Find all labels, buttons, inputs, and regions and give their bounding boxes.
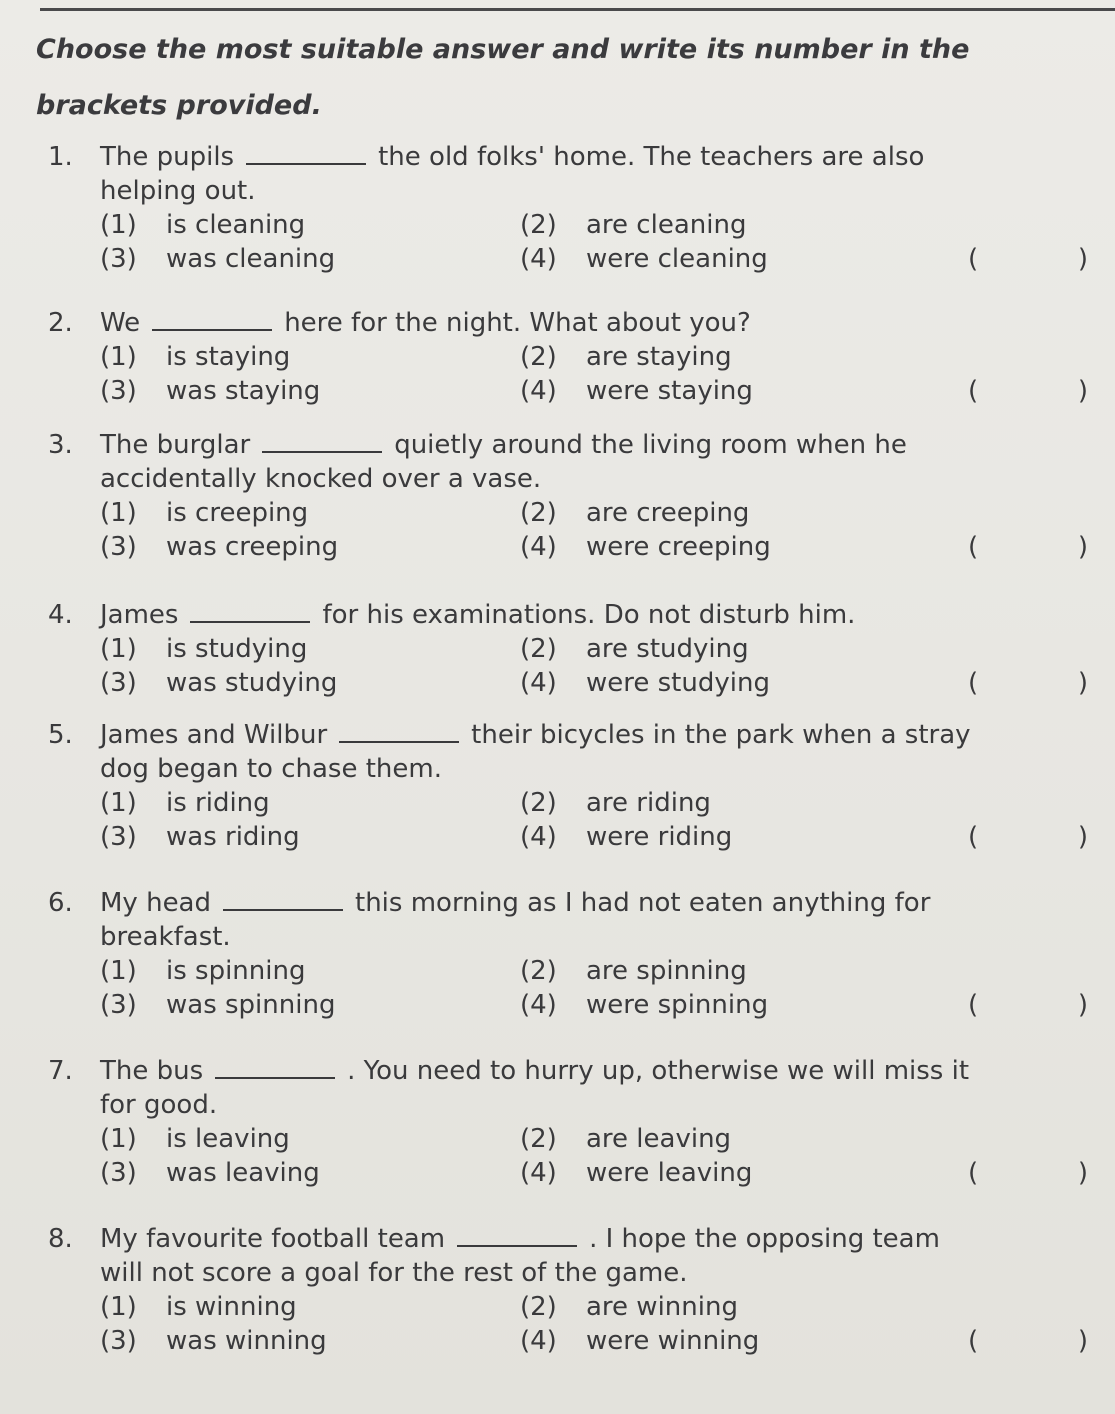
options-row — [48, 666, 1108, 700]
option-4 — [520, 374, 753, 408]
option-number: (1) — [100, 498, 137, 528]
question-7 — [48, 1054, 1108, 1190]
stem-after: their bicycles in the park when a stray — [471, 720, 971, 750]
option-2 — [520, 496, 749, 530]
option-number: (3) — [100, 1326, 137, 1356]
bracket-open: ( — [968, 376, 979, 406]
stem-after: the old folks' home. The teachers are also — [378, 142, 925, 172]
answer-bracket[interactable] — [968, 530, 1088, 564]
answer-bracket[interactable] — [968, 988, 1088, 1022]
stem-continuation: will not score a goal for the rest of the game. — [100, 1258, 688, 1288]
options-row — [48, 496, 1108, 530]
question-stem — [48, 306, 1108, 340]
stem-after: this morning as I had not eaten anything for — [355, 888, 931, 918]
option-text: is riding — [166, 788, 270, 818]
question-stem — [48, 886, 1108, 920]
option-1 — [100, 208, 305, 242]
option-number: (3) — [100, 244, 137, 274]
question-stem — [48, 140, 1108, 174]
option-text: is studying — [166, 634, 308, 664]
option-3 — [100, 1324, 327, 1358]
option-text: was studying — [166, 668, 338, 698]
option-number: (3) — [100, 376, 137, 406]
option-text: were leaving — [586, 1158, 753, 1188]
bracket-close: ) — [1077, 1326, 1088, 1356]
answer-blank — [457, 1225, 577, 1247]
option-1 — [100, 1290, 297, 1324]
question-number: 2. — [48, 308, 73, 338]
stem-before: My head — [100, 888, 211, 918]
answer-blank — [215, 1057, 335, 1079]
option-number: (3) — [100, 668, 137, 698]
bracket-open: ( — [968, 244, 979, 274]
options-row — [48, 954, 1108, 988]
option-number: (4) — [520, 990, 557, 1020]
option-text: was riding — [166, 822, 300, 852]
option-3 — [100, 988, 335, 1022]
option-text: was cleaning — [166, 244, 336, 274]
option-text: were staying — [586, 376, 753, 406]
option-number: (1) — [100, 1124, 137, 1154]
answer-blank — [339, 721, 459, 743]
option-number: (3) — [100, 822, 137, 852]
option-2 — [520, 208, 746, 242]
option-4 — [520, 1156, 752, 1190]
option-number: (1) — [100, 788, 137, 818]
option-number: (2) — [520, 956, 557, 986]
option-text: is leaving — [166, 1124, 290, 1154]
question-number: 3. — [48, 430, 73, 460]
option-text: are cleaning — [586, 210, 747, 240]
option-1 — [100, 632, 307, 666]
options-row — [48, 530, 1108, 564]
stem-before: The burglar — [100, 430, 251, 460]
question-1 — [48, 140, 1108, 276]
option-text: was staying — [166, 376, 321, 406]
option-text: was leaving — [166, 1158, 320, 1188]
option-text: is creeping — [166, 498, 309, 528]
option-text: are riding — [586, 788, 711, 818]
options-row — [48, 208, 1108, 242]
option-2 — [520, 632, 749, 666]
option-text: are studying — [586, 634, 749, 664]
bracket-close: ) — [1077, 990, 1088, 1020]
stem-before: We — [100, 308, 141, 338]
option-number: (2) — [520, 1292, 557, 1322]
option-4 — [520, 988, 768, 1022]
question-2 — [48, 306, 1108, 408]
option-number: (4) — [520, 822, 557, 852]
option-2 — [520, 954, 747, 988]
option-3 — [100, 374, 320, 408]
bracket-open: ( — [968, 532, 979, 562]
option-number: (1) — [100, 1292, 137, 1322]
stem-after: for his examinations. Do not disturb him. — [322, 600, 856, 630]
option-text: were winning — [586, 1326, 760, 1356]
option-number: (4) — [520, 668, 557, 698]
stem-after: . You need to hurry up, otherwise we will miss it — [347, 1056, 970, 1086]
options-row — [48, 786, 1108, 820]
question-stem — [48, 428, 1108, 462]
option-number: (2) — [520, 1124, 557, 1154]
answer-blank — [152, 309, 272, 331]
stem-continuation: accidentally knocked over a vase. — [100, 464, 542, 494]
bracket-close: ) — [1077, 532, 1088, 562]
answer-bracket[interactable] — [968, 242, 1088, 276]
question-5 — [48, 718, 1108, 854]
options-row — [48, 820, 1108, 854]
option-text: are spinning — [586, 956, 747, 986]
top-rule — [40, 8, 1115, 11]
answer-blank — [190, 601, 310, 623]
option-text: was spinning — [166, 990, 336, 1020]
answer-blank — [246, 143, 366, 165]
option-text: is winning — [166, 1292, 297, 1322]
option-text: were studying — [586, 668, 770, 698]
option-3 — [100, 1156, 320, 1190]
options-row — [48, 988, 1108, 1022]
option-text: were riding — [586, 822, 733, 852]
question-4 — [48, 598, 1108, 700]
option-text: were cleaning — [586, 244, 768, 274]
options-row — [48, 242, 1108, 276]
bracket-close: ) — [1077, 822, 1088, 852]
stem-continuation: breakfast. — [100, 922, 231, 952]
bracket-close: ) — [1077, 376, 1088, 406]
option-1 — [100, 1122, 290, 1156]
answer-bracket[interactable] — [968, 820, 1088, 854]
answer-bracket[interactable] — [968, 374, 1088, 408]
answer-bracket[interactable] — [968, 1324, 1088, 1358]
option-text: was winning — [166, 1326, 327, 1356]
option-1 — [100, 786, 270, 820]
stem-continuation: dog began to chase them. — [100, 754, 442, 784]
option-4 — [520, 530, 771, 564]
option-number: (3) — [100, 1158, 137, 1188]
options-row — [48, 1324, 1108, 1358]
answer-blank — [262, 431, 382, 453]
option-number: (4) — [520, 1326, 557, 1356]
option-number: (4) — [520, 376, 557, 406]
option-number: (3) — [100, 532, 137, 562]
stem-after: quietly around the living room when he — [394, 430, 907, 460]
question-stem — [48, 718, 1108, 752]
option-4 — [520, 666, 770, 700]
option-number: (4) — [520, 532, 557, 562]
option-number: (2) — [520, 210, 557, 240]
bracket-open: ( — [968, 822, 979, 852]
option-text: is spinning — [166, 956, 306, 986]
stem-after: here for the night. What about you? — [284, 308, 751, 338]
option-number: (3) — [100, 990, 137, 1020]
option-text: was creeping — [166, 532, 339, 562]
stem-before: My favourite football team — [100, 1224, 446, 1254]
option-2 — [520, 786, 711, 820]
bracket-open: ( — [968, 990, 979, 1020]
option-text: are staying — [586, 342, 732, 372]
option-number: (2) — [520, 342, 557, 372]
stem-before: The pupils — [100, 142, 235, 172]
answer-bracket[interactable] — [968, 1156, 1088, 1190]
options-row — [48, 1122, 1108, 1156]
bracket-open: ( — [968, 1326, 979, 1356]
bracket-close: ) — [1077, 1158, 1088, 1188]
option-text: are creeping — [586, 498, 750, 528]
option-number: (2) — [520, 498, 557, 528]
question-number: 4. — [48, 600, 73, 630]
question-number: 8. — [48, 1224, 73, 1254]
question-stem — [48, 1222, 1108, 1256]
option-text: is cleaning — [166, 210, 306, 240]
question-6 — [48, 886, 1108, 1022]
option-3 — [100, 666, 337, 700]
stem-before: The bus — [100, 1056, 204, 1086]
question-number: 5. — [48, 720, 73, 750]
question-number: 1. — [48, 142, 73, 172]
stem-before: James — [100, 600, 179, 630]
question-8 — [48, 1222, 1108, 1358]
option-4 — [520, 1324, 759, 1358]
option-number: (2) — [520, 634, 557, 664]
options-row — [48, 1156, 1108, 1190]
question-number: 6. — [48, 888, 73, 918]
options-row — [48, 632, 1108, 666]
option-2 — [520, 1122, 731, 1156]
option-number: (1) — [100, 634, 137, 664]
options-row — [48, 340, 1108, 374]
stem-continuation: helping out. — [100, 176, 256, 206]
question-stem — [48, 1054, 1108, 1088]
option-number: (1) — [100, 956, 137, 986]
bracket-close: ) — [1077, 668, 1088, 698]
stem-continuation: for good. — [100, 1090, 218, 1120]
bracket-close: ) — [1077, 244, 1088, 274]
option-text: are leaving — [586, 1124, 732, 1154]
question-3 — [48, 428, 1108, 564]
instructions: Choose the most suitable answer and write its number in the brackets provided. — [36, 34, 970, 121]
option-1 — [100, 954, 305, 988]
option-number: (4) — [520, 244, 557, 274]
option-2 — [520, 1290, 738, 1324]
option-number: (1) — [100, 210, 137, 240]
option-3 — [100, 242, 335, 276]
bracket-open: ( — [968, 668, 979, 698]
option-text: were spinning — [586, 990, 769, 1020]
option-3 — [100, 820, 300, 854]
option-text: is staying — [166, 342, 291, 372]
option-2 — [520, 340, 732, 374]
stem-after: . I hope the opposing team — [589, 1224, 940, 1254]
bracket-open: ( — [968, 1158, 979, 1188]
question-number: 7. — [48, 1056, 73, 1086]
option-number: (4) — [520, 1158, 557, 1188]
option-text: are winning — [586, 1292, 738, 1322]
question-stem — [48, 598, 1108, 632]
answer-blank — [223, 889, 343, 911]
option-number: (1) — [100, 342, 137, 372]
option-4 — [520, 242, 768, 276]
option-number: (2) — [520, 788, 557, 818]
option-text: were creeping — [586, 532, 771, 562]
option-1 — [100, 340, 290, 374]
stem-before: James and Wilbur — [100, 720, 328, 750]
options-row — [48, 1290, 1108, 1324]
answer-bracket[interactable] — [968, 666, 1088, 700]
option-3 — [100, 530, 338, 564]
option-1 — [100, 496, 308, 530]
option-4 — [520, 820, 732, 854]
options-row — [48, 374, 1108, 408]
